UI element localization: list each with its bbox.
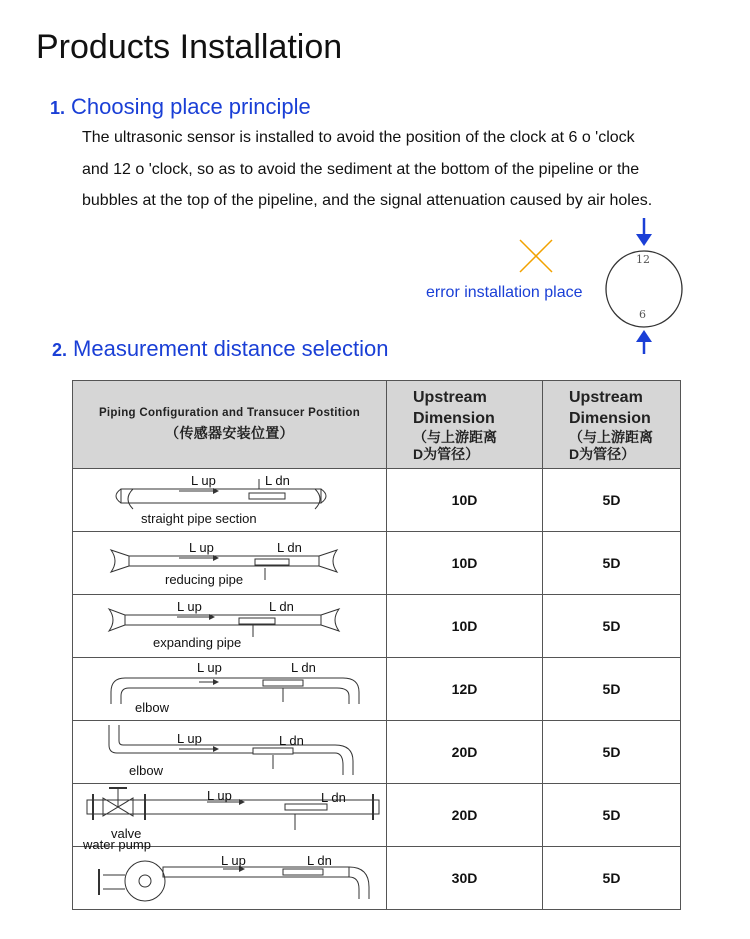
paragraph-line: and 12 o 'clock, so as to avoid the sediment at the bottom of the pipeline or the: [82, 160, 640, 178]
section-1-title: Choosing place principle: [71, 94, 311, 119]
downstream-value: 5D: [543, 595, 681, 658]
section-2-heading: [52, 336, 389, 362]
header-config-cn: （传感器安装位置）: [165, 424, 294, 441]
paragraph-line: bubbles at the top of the pipeline, and the signal attenuation caused by air holes.: [82, 192, 653, 209]
header-config-en: Piping Configuration and Transucer Postition: [98, 406, 361, 419]
ldn-label: L dn: [277, 540, 302, 555]
lup-label: L up: [197, 660, 222, 675]
lup-label: L up: [191, 473, 216, 488]
upstream-value: 30D: [387, 847, 543, 910]
table-header-row: [73, 381, 681, 469]
upstream-value: 20D: [387, 784, 543, 847]
diagram-cell: [73, 837, 387, 910]
header-upstream-cn2: D为管径）: [413, 445, 480, 462]
diagram-cell: [73, 721, 387, 784]
row-caption: elbow: [135, 700, 169, 715]
row-caption: expanding pipe: [153, 635, 242, 650]
error-installation-label: error installation place: [426, 284, 583, 301]
upstream-value: 10D: [387, 532, 543, 595]
downstream-value: 5D: [543, 469, 681, 532]
header-upstream-a: Upstream: [413, 388, 487, 406]
section-2-number: 2.: [52, 340, 68, 360]
header-upstream-b: Dimension: [413, 409, 495, 427]
diagram-cell: [73, 469, 387, 532]
table-row: [73, 595, 681, 658]
downstream-value: 5D: [543, 721, 681, 784]
pipe-clock-diagram: [600, 216, 690, 356]
header-downstream-a: Upstream: [569, 388, 643, 406]
ldn-label: L dn: [307, 853, 332, 868]
row-caption: straight pipe section: [141, 511, 257, 526]
principle-paragraph: [82, 122, 742, 217]
header-upstream: [387, 381, 543, 469]
downstream-value: 5D: [543, 847, 681, 910]
table-row: [73, 847, 681, 910]
elbow-diagram-2: [73, 721, 387, 783]
downstream-value: 5D: [543, 532, 681, 595]
lup-label: L up: [189, 540, 214, 555]
ldn-label: L dn: [265, 473, 290, 488]
diagram-cell: [73, 595, 387, 658]
table-row: [73, 721, 681, 784]
header-upstream-cn1: （与上游距离: [413, 428, 497, 445]
clock-6-label: 6: [639, 308, 646, 321]
lup-label: L up: [207, 788, 232, 803]
row-caption: water pump: [83, 837, 151, 852]
row-caption: valve: [111, 826, 142, 841]
diagram-cell: [73, 658, 387, 721]
ldn-label: L dn: [291, 660, 316, 675]
top-arrow-head-icon: [636, 234, 652, 246]
table-row: [73, 658, 681, 721]
error-x-icon: [518, 238, 554, 274]
ldn-label: L dn: [269, 599, 294, 614]
table-row: [73, 784, 681, 847]
section-1-heading: [50, 94, 311, 120]
row-caption: reducing pipe: [165, 572, 244, 587]
clock-12-label: 12: [636, 253, 650, 266]
downstream-value: 5D: [543, 784, 681, 847]
table-row: [73, 469, 681, 532]
header-config: [73, 381, 387, 469]
header-downstream-cn2: D为管径）: [569, 445, 636, 462]
upstream-value: 12D: [387, 658, 543, 721]
header-downstream: [543, 381, 681, 469]
paragraph-line: The ultrasonic sensor is installed to avoid the position of the clock at 6 o 'clock: [82, 129, 635, 146]
page-title: Products Installation: [36, 28, 343, 66]
table-row: [73, 532, 681, 595]
elbow-diagram-1: [73, 658, 387, 720]
upstream-value: 10D: [387, 595, 543, 658]
section-2-title: Measurement distance selection: [73, 336, 389, 361]
header-downstream-cn1: （与上游距离: [569, 428, 653, 445]
distance-table: [72, 380, 681, 910]
lup-label: L up: [221, 853, 246, 868]
row-caption: elbow: [129, 763, 163, 778]
header-downstream-b: Dimension: [569, 409, 651, 427]
ldn-label: L dn: [279, 733, 304, 748]
lup-label: L up: [177, 731, 202, 746]
ldn-label: L dn: [321, 790, 346, 805]
section-1-number: 1.: [50, 98, 66, 118]
upstream-value: 10D: [387, 469, 543, 532]
upstream-value: 20D: [387, 721, 543, 784]
lup-label: L up: [177, 599, 202, 614]
downstream-value: 5D: [543, 658, 681, 721]
diagram-cell: [73, 532, 387, 595]
